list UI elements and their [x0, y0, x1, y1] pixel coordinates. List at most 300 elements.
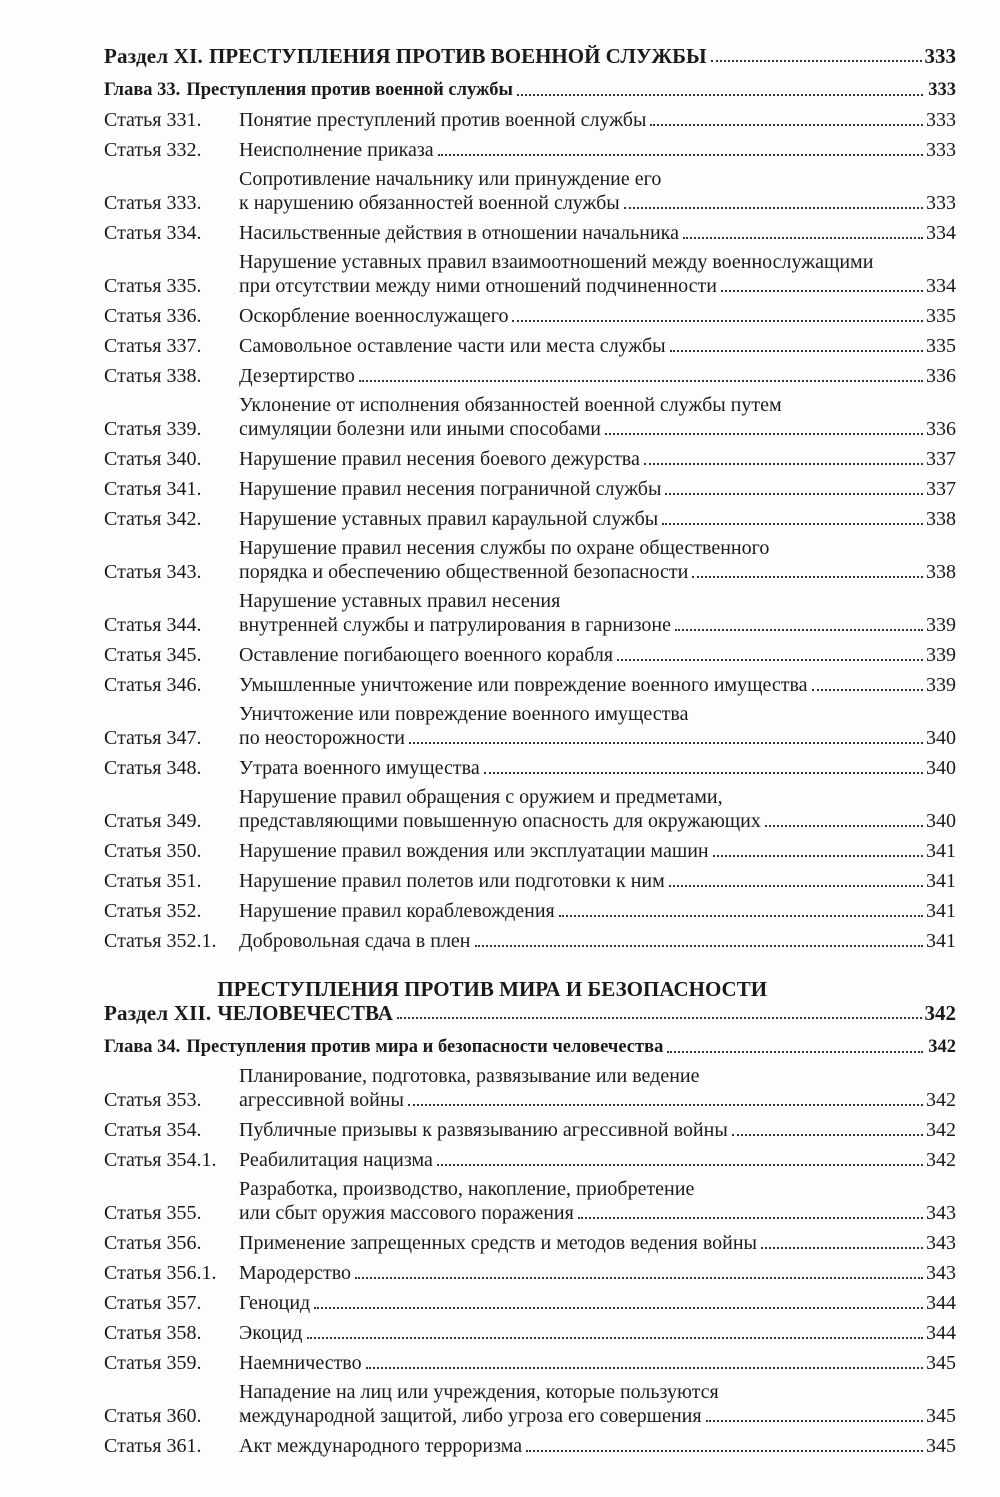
- page-number: 343: [926, 1232, 956, 1254]
- article-number: Статья 357.: [104, 1292, 202, 1314]
- entry-title: [217, 977, 924, 1025]
- entry-body: [239, 899, 956, 923]
- section-number: Раздел XII.: [104, 1001, 212, 1025]
- page-number: 336: [926, 418, 956, 440]
- entry-title-line: Преступления против военной службы: [186, 80, 513, 100]
- entry-title-line: Нарушение правил вождения или эксплуатации машин: [239, 840, 709, 862]
- toc-entry[interactable]: [104, 785, 956, 833]
- entry-title: [239, 785, 926, 833]
- entry-title: [239, 643, 926, 667]
- page-number: 342: [926, 1119, 956, 1141]
- chapter-heading[interactable]: [104, 78, 956, 102]
- entry-title-line: Нарушение уставных правил караульной службы: [239, 508, 659, 530]
- toc-entry[interactable]: [104, 929, 956, 953]
- entry-title-line: Планирование, подготовка, развязывание или ведение: [239, 1065, 700, 1087]
- page-number: 333: [926, 139, 956, 161]
- entry-title-line: Нарушение правил кораблевождения: [239, 900, 555, 922]
- entry-title-line: Оскорбление военнослужащего: [239, 305, 509, 327]
- toc-entry[interactable]: [104, 1434, 956, 1458]
- page-number: 334: [926, 222, 956, 244]
- entry-body: [239, 1177, 956, 1225]
- dot-leader: [559, 915, 923, 917]
- entry-title-line: представляющими повышенную опасность для окружающих: [239, 810, 761, 832]
- toc-entry[interactable]: [104, 1231, 956, 1255]
- article-number: Статья 340.: [104, 448, 202, 470]
- entry-title: [239, 1064, 926, 1112]
- entry-body: [239, 643, 956, 667]
- dot-leader: [438, 154, 923, 156]
- entry-title: [239, 1351, 926, 1375]
- dot-leader: [475, 945, 923, 947]
- entry-body: [239, 536, 956, 584]
- entry-title-last-line: [239, 756, 926, 780]
- article-number: Статья 349.: [104, 810, 202, 832]
- entry-title-line: ПРЕСТУПЛЕНИЯ ПРОТИВ ВОЕННОЙ СЛУЖБЫ: [208, 44, 707, 68]
- entry-body: [239, 393, 956, 441]
- article-number: Статья 361.: [104, 1435, 202, 1457]
- entry-title-line: Реабилитация нацизма: [239, 1149, 433, 1171]
- entry-title-last-line: [239, 334, 926, 358]
- entry-title-last-line: [239, 560, 926, 584]
- entry-body: [209, 44, 956, 68]
- entry-title: [239, 1231, 926, 1255]
- section-heading[interactable]: [104, 44, 956, 68]
- dot-leader: [517, 94, 923, 96]
- page-number: 337: [926, 478, 956, 500]
- dot-leader: [314, 1307, 923, 1309]
- entry-title: [239, 869, 926, 893]
- page-number: 337: [926, 448, 956, 470]
- entry-title-line: Неисполнение приказа: [239, 139, 434, 161]
- entry-title-line: Насильственные действия в отношении начальника: [239, 222, 679, 244]
- toc-entry[interactable]: [104, 334, 956, 358]
- entry-title: [239, 1148, 926, 1172]
- entry-title-line: Нарушение правил несения службы по охране общественного: [239, 537, 770, 559]
- article-number: Статья 347.: [104, 727, 202, 749]
- entry-body: [239, 673, 956, 697]
- toc-entry[interactable]: [104, 1148, 956, 1172]
- entry-title-line: агрессивной войны: [239, 1089, 404, 1111]
- entry-title-line: порядка и обеспечению общественной безопасности: [239, 561, 689, 583]
- entry-title-last-line: [239, 477, 926, 501]
- entry-title-line: Уничтожение или повреждение военного имущества: [239, 703, 689, 725]
- entry-body: [239, 1261, 956, 1285]
- entry-title-line: внутренней службы и патрулирования в гарнизоне: [239, 614, 672, 636]
- entry-body: [239, 839, 956, 863]
- article-number: Статья 345.: [104, 644, 202, 666]
- entry-title-line: по неосторожности: [239, 727, 405, 749]
- entry-title-last-line: [239, 1118, 926, 1142]
- entry-title: [239, 108, 926, 132]
- entry-body: [239, 929, 956, 953]
- article-number: Статья 356.: [104, 1232, 202, 1254]
- dot-leader: [366, 1367, 923, 1369]
- toc-entry[interactable]: [104, 1321, 956, 1345]
- entry-title-last-line: [239, 839, 926, 863]
- entry-title-line: Нарушение правил обращения с оружием и предметами,: [239, 786, 723, 808]
- entry-title-last-line: [239, 809, 926, 833]
- page-number: 334: [926, 275, 956, 297]
- entry-title-line: Нарушение правил полетов или подготовки к ним: [239, 870, 665, 892]
- entry-title: [239, 304, 926, 328]
- page-number: 342: [926, 1149, 956, 1171]
- entry-title-line: или сбыт оружия массового поражения: [239, 1202, 574, 1224]
- article-number: Статья 355.: [104, 1202, 202, 1224]
- dot-leader: [650, 124, 923, 126]
- entry-title-line: Акт международного терроризма: [239, 1435, 523, 1457]
- entry-title-last-line: [239, 274, 926, 298]
- entry-body: [239, 869, 956, 893]
- entry-title-line: Самовольное оставление части или места службы: [239, 335, 666, 357]
- article-number: Статья 346.: [104, 674, 202, 696]
- entry-body: [239, 756, 956, 780]
- page-number: 338: [926, 561, 956, 583]
- entry-title-line: Дезертирство: [239, 365, 355, 387]
- toc-entry[interactable]: [104, 250, 956, 298]
- page-number: 333: [924, 44, 956, 68]
- dot-leader: [711, 60, 922, 62]
- toc-entry[interactable]: [104, 1177, 956, 1225]
- dot-leader: [732, 1134, 923, 1136]
- toc-entry[interactable]: [104, 899, 956, 923]
- entry-body: [239, 138, 956, 162]
- entry-title-last-line: [239, 899, 926, 923]
- toc-entry[interactable]: [104, 138, 956, 162]
- entry-body: [239, 1351, 956, 1375]
- entry-title-line: при отсутствии между ними отношений подчиненности: [239, 275, 717, 297]
- entry-title-line: к нарушению обязанностей военной службы: [239, 192, 620, 214]
- entry-title-line: Оставление погибающего военного корабля: [239, 644, 614, 666]
- toc-entry[interactable]: [104, 589, 956, 637]
- chapter-number: Глава 34.: [104, 1037, 181, 1057]
- entry-title-last-line: [239, 1351, 926, 1375]
- entry-title-last-line: [239, 1231, 926, 1255]
- entry-title-last-line: [239, 869, 926, 893]
- toc-entry[interactable]: [104, 393, 956, 441]
- entry-title: [239, 167, 926, 215]
- entry-title-line: Нарушение правил несения боевого дежурства: [239, 448, 640, 470]
- entry-title-line: Публичные призывы к развязыванию агрессивной войны: [239, 1119, 728, 1141]
- toc-entry[interactable]: [104, 869, 956, 893]
- toc-entry[interactable]: [104, 304, 956, 328]
- section-heading[interactable]: [104, 977, 956, 1025]
- entry-title-line: Нарушение уставных правил взаимоотношений между военнослужащими: [239, 251, 874, 273]
- entry-body: [239, 702, 956, 750]
- entry-title-line: Применение запрещенных средств и методов ведения войны: [239, 1232, 757, 1254]
- article-number: Статья 354.1.: [104, 1149, 217, 1171]
- entry-title: [239, 1118, 926, 1142]
- page-number: 335: [926, 335, 956, 357]
- page-number: 345: [926, 1352, 956, 1374]
- entry-body: [239, 1148, 956, 1172]
- entry-body: [239, 1118, 956, 1142]
- entry-title-line: Нарушение правил несения пограничной службы: [239, 478, 662, 500]
- entry-body: [239, 250, 956, 298]
- entry-title: [239, 250, 926, 298]
- entry-body: [239, 589, 956, 637]
- entry-title-last-line: [217, 1001, 924, 1025]
- entry-title: [239, 702, 926, 750]
- toc-entry[interactable]: [104, 673, 956, 697]
- page-number: 336: [926, 365, 956, 387]
- entry-title-last-line: [239, 191, 926, 215]
- entry-body: [239, 304, 956, 328]
- page-number: 333: [928, 80, 956, 100]
- dot-leader: [713, 855, 923, 857]
- toc-entry[interactable]: [104, 1261, 956, 1285]
- entry-title-last-line: [239, 1291, 926, 1315]
- entry-title-line: Умышленные уничтожение или повреждение военного имущества: [239, 674, 808, 696]
- entry-body: [239, 167, 956, 215]
- entry-body: [239, 477, 956, 501]
- dot-leader: [667, 1051, 923, 1053]
- entry-title: [239, 1261, 926, 1285]
- dot-leader: [761, 1247, 923, 1249]
- entry-title-line: симуляции болезни или иными способами: [239, 418, 601, 440]
- article-number: Статья 356.1.: [104, 1262, 217, 1284]
- entry-title-line: Мародерство: [239, 1262, 352, 1284]
- dot-leader: [605, 433, 923, 435]
- entry-title-last-line: [239, 108, 926, 132]
- entry-body: [239, 334, 956, 358]
- entry-title: [239, 1291, 926, 1315]
- entry-title: [239, 589, 926, 637]
- entry-title-last-line: [186, 78, 926, 102]
- page-number: 341: [926, 930, 956, 952]
- toc-entry[interactable]: [104, 108, 956, 132]
- entry-title: [239, 1380, 926, 1428]
- entry-title-last-line: [239, 1148, 926, 1172]
- page-number: 338: [926, 508, 956, 530]
- toc-entry[interactable]: [104, 1351, 956, 1375]
- dot-leader: [408, 1104, 923, 1106]
- page-number: 339: [926, 644, 956, 666]
- dot-leader: [669, 885, 923, 887]
- article-number: Статья 332.: [104, 139, 202, 161]
- entry-title-last-line: [239, 507, 926, 531]
- entry-title: [239, 673, 926, 697]
- entry-body: [239, 1321, 956, 1345]
- entry-title: [239, 1321, 926, 1345]
- page-number: 342: [928, 1037, 956, 1057]
- article-number: Статья 353.: [104, 1089, 202, 1111]
- entry-title-last-line: [239, 138, 926, 162]
- entry-title: [186, 78, 926, 102]
- entry-body: [239, 108, 956, 132]
- entry-title-last-line: [239, 1321, 926, 1345]
- entry-title: [186, 1035, 926, 1059]
- toc-entry[interactable]: [104, 756, 956, 780]
- page-number: 342: [926, 1089, 956, 1111]
- page-number: 344: [926, 1322, 956, 1344]
- article-number: Статья 334.: [104, 222, 202, 244]
- dot-leader: [675, 629, 923, 631]
- entry-title-last-line: [239, 1261, 926, 1285]
- entry-title-line: Экоцид: [239, 1322, 303, 1344]
- article-number: Статья 338.: [104, 365, 202, 387]
- entry-title-line: Наемничество: [239, 1352, 362, 1374]
- entry-title-last-line: [239, 417, 926, 441]
- entry-title: [239, 1434, 926, 1458]
- entry-title-line: Понятие преступлений против военной службы: [239, 109, 647, 131]
- entry-title: [239, 839, 926, 863]
- page-number: 340: [926, 757, 956, 779]
- article-number: Статья 339.: [104, 418, 202, 440]
- toc-entry[interactable]: [104, 167, 956, 215]
- article-number: Статья 335.: [104, 275, 202, 297]
- toc-entry[interactable]: [104, 364, 956, 388]
- dot-leader: [307, 1337, 924, 1339]
- entry-title: [239, 364, 926, 388]
- entry-title: [239, 929, 926, 953]
- page-number: 340: [926, 727, 956, 749]
- toc-entry[interactable]: [104, 1064, 956, 1112]
- article-number: Статья 360.: [104, 1405, 202, 1427]
- article-number: Статья 343.: [104, 561, 202, 583]
- entry-title-last-line: [239, 304, 926, 328]
- entry-title-line: Разработка, производство, накопление, приобретение: [239, 1178, 695, 1200]
- dot-leader: [624, 207, 923, 209]
- toc-entry[interactable]: [104, 1291, 956, 1315]
- entry-title: [239, 447, 926, 471]
- entry-title: [239, 334, 926, 358]
- page-number: 342: [924, 1001, 956, 1025]
- page-number: 340: [926, 810, 956, 832]
- entry-body: [239, 1291, 956, 1315]
- entry-title-line: Утрата военного имущества: [239, 757, 480, 779]
- entry-title-line: международной защитой, либо угроза его совершения: [239, 1405, 702, 1427]
- dot-leader: [484, 772, 923, 774]
- entry-title-last-line: [239, 1201, 926, 1225]
- article-number: Статья 333.: [104, 192, 202, 214]
- entry-title: [239, 393, 926, 441]
- toc-entry[interactable]: [104, 507, 956, 531]
- article-number: Статья 348.: [104, 757, 202, 779]
- chapter-heading[interactable]: [104, 1035, 956, 1059]
- entry-title-last-line: [239, 726, 926, 750]
- entry-title-last-line: [239, 221, 926, 245]
- entry-title-last-line: [239, 447, 926, 471]
- page-number: 343: [926, 1262, 956, 1284]
- toc-entry[interactable]: [104, 1380, 956, 1428]
- entry-title-last-line: [239, 364, 926, 388]
- toc-entry[interactable]: [104, 702, 956, 750]
- section-number: Раздел XI.: [104, 44, 203, 68]
- toc-entry[interactable]: [104, 221, 956, 245]
- entry-title-line: ПРЕСТУПЛЕНИЯ ПРОТИВ МИРА И БЕЗОПАСНОСТИ: [217, 977, 768, 1001]
- dot-leader: [721, 290, 923, 292]
- entry-body: [239, 221, 956, 245]
- entry-body: [239, 1380, 956, 1428]
- entry-title: [239, 221, 926, 245]
- page-number: 335: [926, 305, 956, 327]
- entry-title-line: Преступления против мира и безопасности человечества: [186, 1037, 664, 1057]
- entry-body: [239, 1231, 956, 1255]
- dot-leader: [765, 825, 923, 827]
- entry-title-last-line: [239, 673, 926, 697]
- entry-body: [217, 977, 956, 1025]
- dot-leader: [644, 463, 923, 465]
- page-number: 339: [926, 614, 956, 636]
- entry-title: [239, 138, 926, 162]
- toc-entry[interactable]: [104, 536, 956, 584]
- dot-leader: [526, 1450, 923, 1452]
- entry-title: [239, 1177, 926, 1225]
- page-number: 341: [926, 900, 956, 922]
- dot-leader: [359, 380, 923, 382]
- dot-leader: [617, 659, 923, 661]
- entry-body: [239, 507, 956, 531]
- entry-title-last-line: [186, 1035, 926, 1059]
- article-number: Статья 358.: [104, 1322, 202, 1344]
- entry-title-last-line: [239, 613, 926, 637]
- toc-entry[interactable]: [104, 839, 956, 863]
- page-number: 345: [926, 1405, 956, 1427]
- dot-leader: [683, 237, 923, 239]
- entry-body: [239, 1064, 956, 1112]
- toc-entry[interactable]: [104, 643, 956, 667]
- entry-title-line: Нарушение уставных правил несения: [239, 590, 561, 612]
- entry-title: [239, 756, 926, 780]
- page-number: 343: [926, 1202, 956, 1224]
- entry-title-last-line: [239, 643, 926, 667]
- dot-leader: [670, 350, 923, 352]
- entry-title: [239, 507, 926, 531]
- dot-leader: [397, 1017, 922, 1019]
- article-number: Статья 341.: [104, 478, 202, 500]
- entry-title-last-line: [239, 1434, 926, 1458]
- dot-leader: [706, 1420, 923, 1422]
- entry-body: [239, 447, 956, 471]
- article-number: Статья 337.: [104, 335, 202, 357]
- entry-title-line: Уклонение от исполнения обязанностей военной службы путем: [239, 394, 782, 416]
- entry-title-last-line: [239, 1088, 926, 1112]
- dot-leader: [355, 1277, 923, 1279]
- entry-title-last-line: [239, 1404, 926, 1428]
- dot-leader: [578, 1217, 923, 1219]
- entry-body: [239, 1434, 956, 1458]
- entry-title-line: Сопротивление начальнику или принуждение его: [239, 168, 662, 190]
- entry-body: [186, 78, 956, 102]
- entry-title-last-line: [209, 44, 925, 68]
- toc-entry[interactable]: [104, 1118, 956, 1142]
- article-number: Статья 342.: [104, 508, 202, 530]
- entry-title-last-line: [239, 929, 926, 953]
- entry-title: [239, 536, 926, 584]
- dot-leader: [665, 493, 923, 495]
- page-number: 339: [926, 674, 956, 696]
- dot-leader: [812, 689, 923, 691]
- page-number: 341: [926, 870, 956, 892]
- dot-leader: [512, 320, 923, 322]
- toc-entry[interactable]: [104, 447, 956, 471]
- entry-title: [239, 477, 926, 501]
- dot-leader: [409, 742, 923, 744]
- article-number: Статья 359.: [104, 1352, 202, 1374]
- article-number: Статья 350.: [104, 840, 202, 862]
- table-of-contents: [104, 40, 956, 1458]
- toc-entry[interactable]: [104, 477, 956, 501]
- entry-title: [239, 899, 926, 923]
- entry-title-line: ЧЕЛОВЕЧЕСТВА: [217, 1001, 393, 1025]
- dot-leader: [692, 576, 923, 578]
- entry-body: [239, 364, 956, 388]
- dot-leader: [662, 523, 923, 525]
- entry-body: [239, 785, 956, 833]
- entry-title: [209, 44, 925, 68]
- entry-title-line: Нападение на лиц или учреждения, которые пользуются: [239, 1381, 719, 1403]
- article-number: Статья 351.: [104, 870, 202, 892]
